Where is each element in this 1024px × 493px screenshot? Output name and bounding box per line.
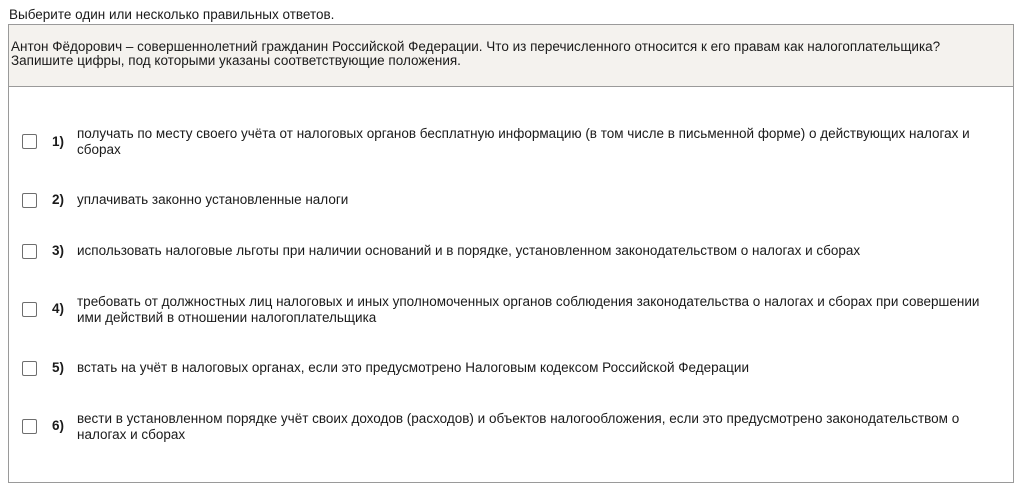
question-text: Антон Фёдорович – совершеннолетний гражданин Российской Федерации. Что из перечисленного относится к его правам как налогоплательщика? Запишите цифры, под которыми указаны соответствующие положения. [9,25,1013,87]
option-6-label: вести в установленном порядке учёт своих доходов (расходов) и объектов налогообложения, если это предусмотрено законодательством о налогах и сборах [77,411,960,442]
option-2[interactable] [9,191,1013,211]
instruction-text: Выберите один или несколько правильных ответов. [9,7,335,22]
option-4-label: требовать от должностных лиц налоговых и иных уполномоченных органов соблюдения законодательства о налогах и сборах при совершении ими действий в отношении налогоплательщика [77,294,980,325]
option-6[interactable] [9,410,1013,444]
option-6-checkbox[interactable] [22,419,37,434]
option-3-checkbox[interactable] [22,244,37,259]
option-2-label: уплачивать законно установленные налоги [77,192,349,207]
option-6-number: 6) [52,418,65,433]
option-5[interactable] [9,359,1013,379]
option-3-label: использовать налоговые льготы при наличии оснований и в порядке, установленном законодательством о налогах и сборах [77,243,861,258]
option-4-number: 4) [52,301,65,316]
option-1-number: 1) [52,134,65,149]
option-5-label: встать на учёт в налоговых органах, если это предусмотрено Налоговым кодексом Российской Федерации [77,360,749,375]
option-1-label: получать по месту своего учёта от налоговых органов бесплатную информацию (в том числе в письменной форме) о действующих налогах и сборах [77,126,970,157]
option-5-number: 5) [52,360,65,375]
option-3-number: 3) [52,243,65,258]
option-4[interactable] [9,293,1013,327]
question-box [8,24,1014,483]
option-3[interactable] [9,242,1013,262]
option-4-checkbox[interactable] [22,302,37,317]
option-2-checkbox[interactable] [22,193,37,208]
option-5-checkbox[interactable] [22,361,37,376]
option-1[interactable] [9,125,1013,159]
option-1-checkbox[interactable] [22,134,37,149]
option-2-number: 2) [52,192,65,207]
